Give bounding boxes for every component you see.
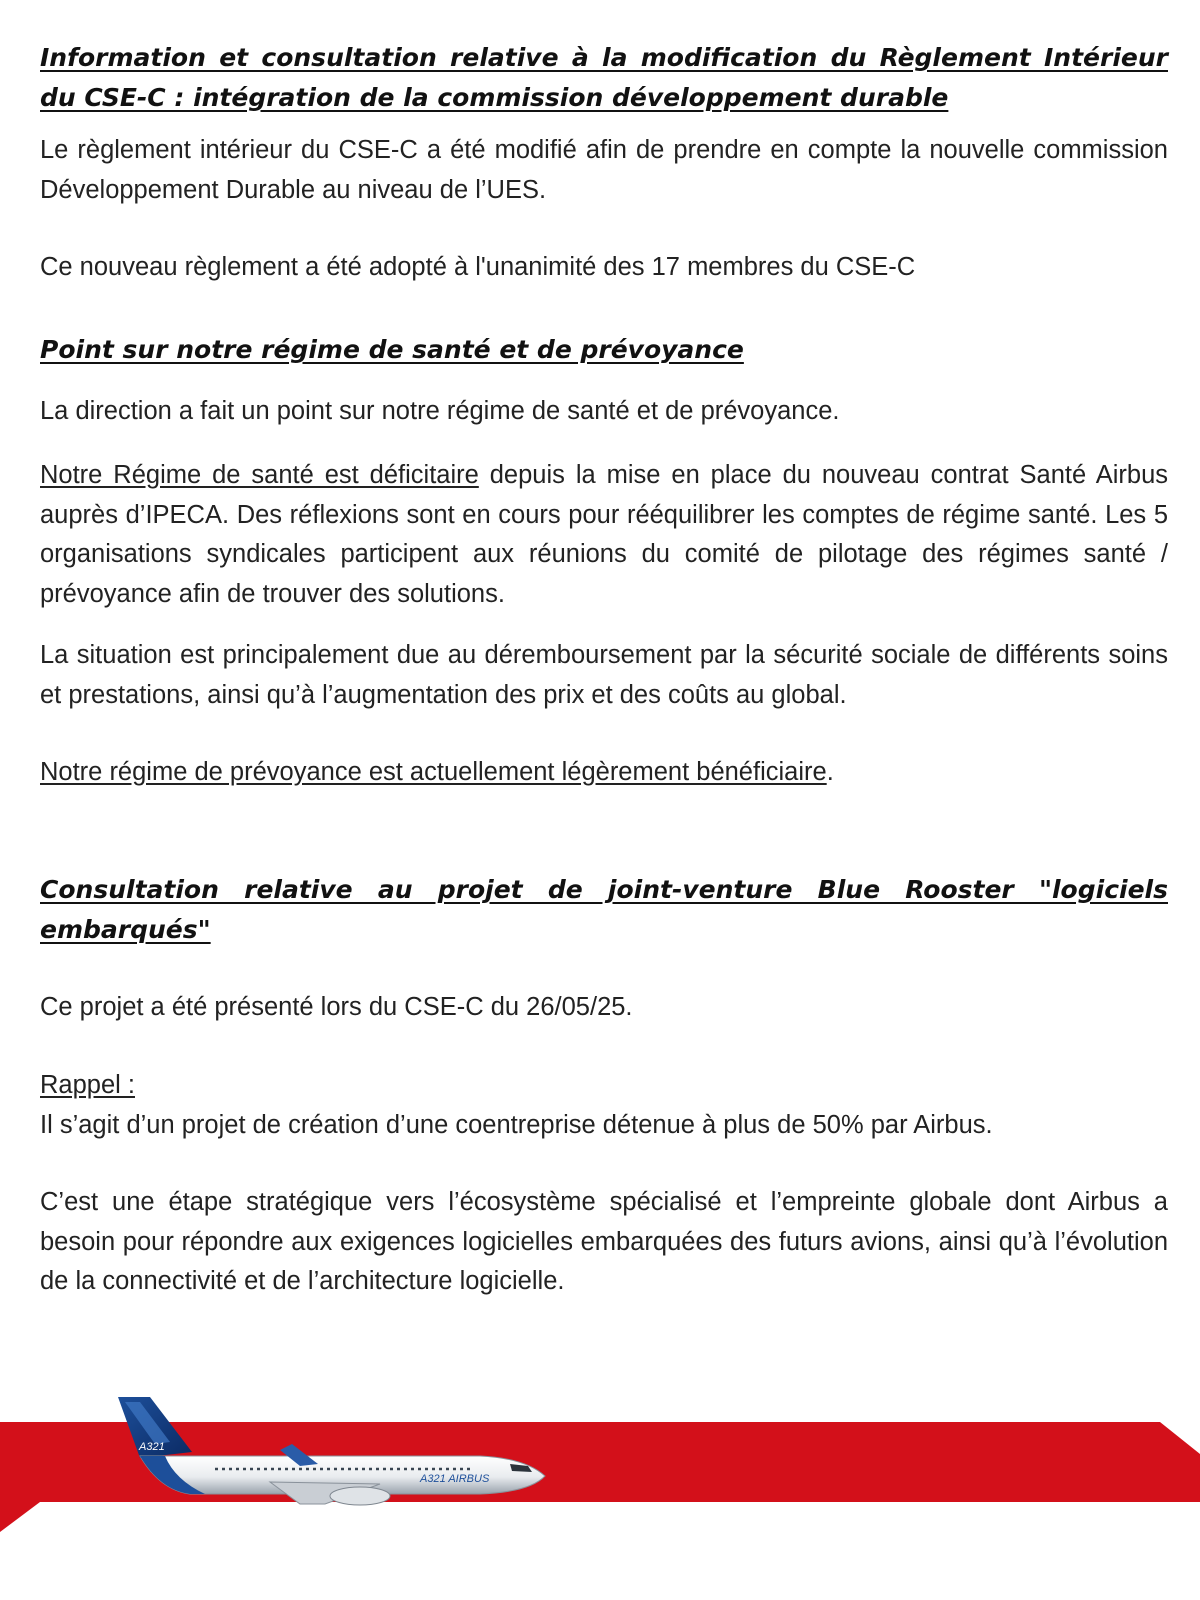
rappel-text: Il s’agit d’un projet de création d’une coentreprise détenue à plus de 50% par Airbus. — [40, 1110, 993, 1139]
paragraph-regime-prevoyance — [40, 753, 834, 793]
rappel-label: Rappel : — [40, 1071, 135, 1099]
regime-prevoyance-end: . — [826, 758, 834, 786]
paragraph-situation: La situation est principalement due au déremboursement par la sécurité sociale de différents soins et prestations, ainsi qu’à l’augmentation des prix et des coûts au global. — [40, 641, 1168, 709]
paragraph-point-direction: La direction a fait un point sur notre régime de santé et de prévoyance. — [40, 397, 840, 425]
footer-link-airbus-commercial-aircraft[interactable]: Airbus Commercial Aircraft — [598, 1510, 942, 1542]
tail-text: A321 — [139, 1441, 165, 1453]
paragraph-reglement-modifie: Le règlement intérieur du CSE-C a été modifié afin de prendre en compte la nouvelle commission Développement Durable au niveau de l’UES. — [40, 136, 1168, 204]
paragraph-etape-strategique: C’est une étape stratégique vers l’écosystème spécialisé et l’empreinte globale dont Airbus a besoin pour répondre aux exigences logicielles embarquées des futurs avions, ainsi qu’à l’évolution de la connectivité et de l’architecture logicielle. — [40, 1188, 1168, 1295]
paragraph-regime-sante — [40, 456, 1168, 614]
regime-prevoyance-beneficiaire: Notre régime de prévoyance est actuellement légèrement bénéficiaire — [40, 758, 827, 786]
section-heading-joint-venture: Consultation relative au projet de joint-venture Blue Rooster "logiciels embarqués" — [40, 875, 1168, 944]
regime-sante-details: depuis la mise en place du nouveau contrat Santé Airbus auprès d’IPECA. Des réflexions sont en cours pour rééquilibrer les comptes de régime santé. Les 5 organisations syndicales participent aux réunions du comité de pilotage des régimes santé / prévoyance afin de trouver des solutions. — [40, 461, 1168, 608]
regime-sante-deficitaire: Notre Régime de santé est déficitaire — [40, 461, 479, 489]
section-heading-reglement: Information et consultation relative à la modification du Règlement Intérieur du CSE-C : intégration de la commission développement durable — [40, 43, 1168, 112]
paragraph-reglement-adopte: Ce nouveau règlement a été adopté à l'unanimité des 17 membres du CSE-C — [40, 253, 916, 281]
rappel-block — [40, 1066, 993, 1145]
paragraph-projet-presente: Ce projet a été présenté lors du CSE-C du 26/05/25. — [40, 993, 633, 1021]
fuselage-text: A321 AIRBUS — [420, 1473, 490, 1485]
section-heading-sante-prevoyance: Point sur notre régime de santé et de prévoyance — [40, 335, 744, 364]
